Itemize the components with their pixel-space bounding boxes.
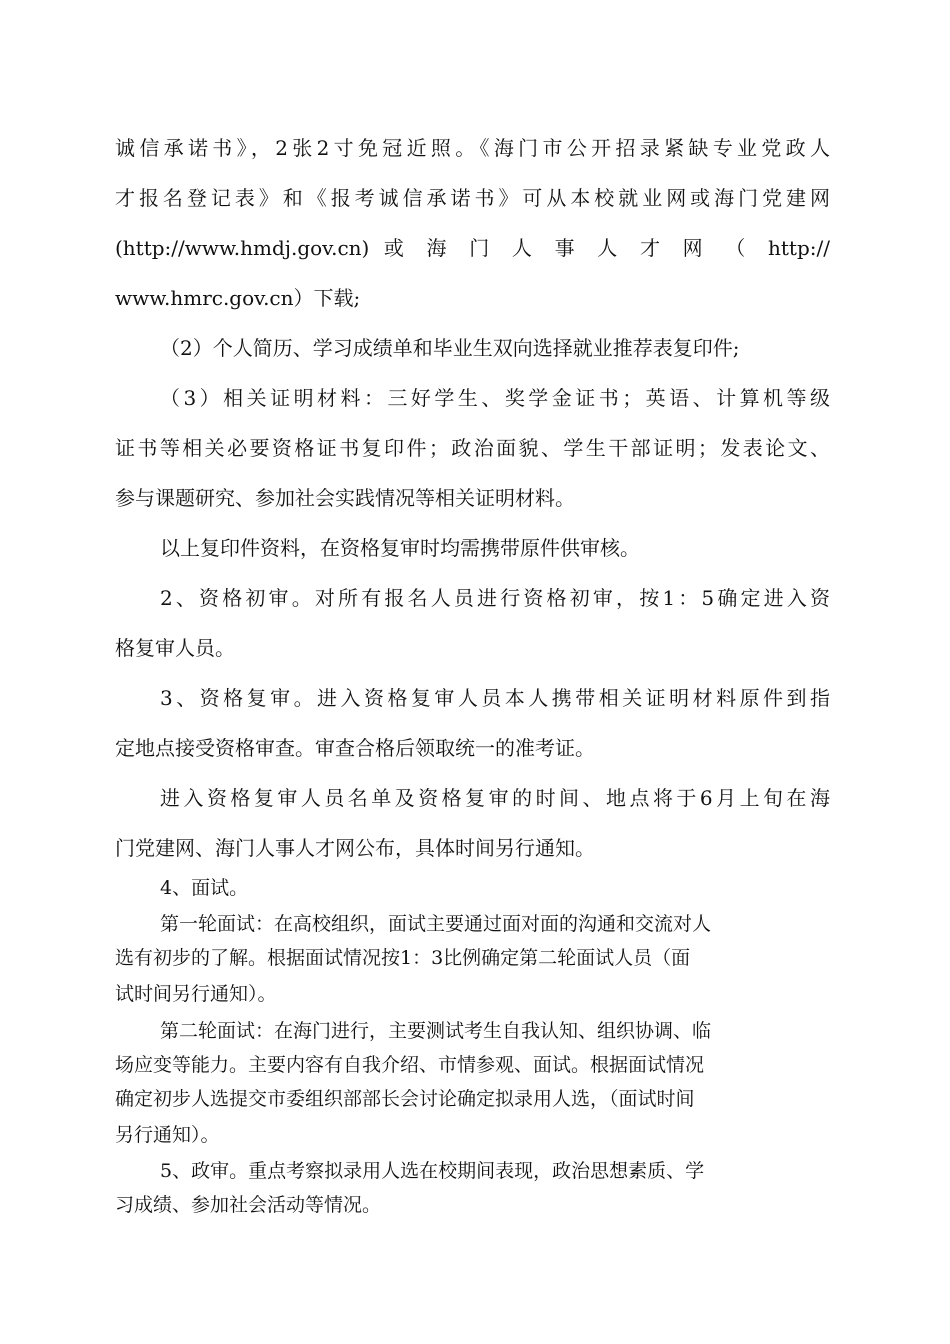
text-line: (http://www.hmdj.gov.cn) 或 海 门 人 事 人 才 网 （ http:// <box>115 236 830 260</box>
text-line: 格复审人员。 <box>115 636 235 660</box>
text-line: 证书等相关必要资格证书复印件；政治面貌、学生干部证明；发表论文、 <box>115 436 830 460</box>
text-line: 5、政审。重点考察拟录用人选在校期间表现，政治思想素质、学 <box>160 1160 705 1182</box>
text-line: 场应变等能力。主要内容有自我介绍、市情参观、面试。根据面试情况 <box>115 1054 705 1076</box>
text-line: 3、资格复审。进入资格复审人员本人携带相关证明材料原件到指 <box>160 686 830 710</box>
text-line: 诚信承诺书》，2张2寸免冠近照。《海门市公开招录紧缺专业党政人 <box>115 136 830 160</box>
text-line: 选有初步的了解。根据面试情况按1：3比例确定第二轮面试人员（面 <box>115 947 691 969</box>
text-line: 参与课题研究、参加社会实践情况等相关证明材料。 <box>115 486 575 510</box>
text-line: （2）个人简历、学习成绩单和毕业生双向选择就业推荐表复印件; <box>160 336 740 360</box>
text-line: （3）相关证明材料：三好学生、奖学金证书；英语、计算机等级 <box>160 386 830 410</box>
text-line: 进入资格复审人员名单及资格复审的时间、地点将于6月上旬在海 <box>160 786 830 810</box>
text-line: 第二轮面试：在海门进行，主要测试考生自我认知、组织协调、临 <box>160 1020 712 1042</box>
text-line: 试时间另行通知）。 <box>115 983 277 1005</box>
text-line: www.hmrc.gov.cn）下载; <box>115 286 361 310</box>
text-line: 2、资格初审。对所有报名人员进行资格初审，按1：5确定进入资 <box>160 586 830 610</box>
text-line: 习成绩、参加社会活动等情况。 <box>115 1194 382 1216</box>
text-line: 另行通知）。 <box>115 1124 220 1146</box>
text-line: 4、面试。 <box>160 877 249 899</box>
text-line: 门党建网、海门人事人才网公布，具体时间另行通知。 <box>115 836 595 860</box>
text-line: 定地点接受资格审查。审查合格后领取统一的准考证。 <box>115 736 595 760</box>
text-line: 才报名登记表》和《报考诚信承诺书》可从本校就业网或海门党建网 <box>115 186 830 210</box>
text-line: 确定初步人选提交市委组织部部长会讨论确定拟录用人选，（面试时间 <box>115 1088 695 1110</box>
text-line: 第一轮面试：在高校组织，面试主要通过面对面的沟通和交流对人 <box>160 913 712 935</box>
text-line: 以上复印件资料，在资格复审时均需携带原件供审核。 <box>160 536 640 560</box>
